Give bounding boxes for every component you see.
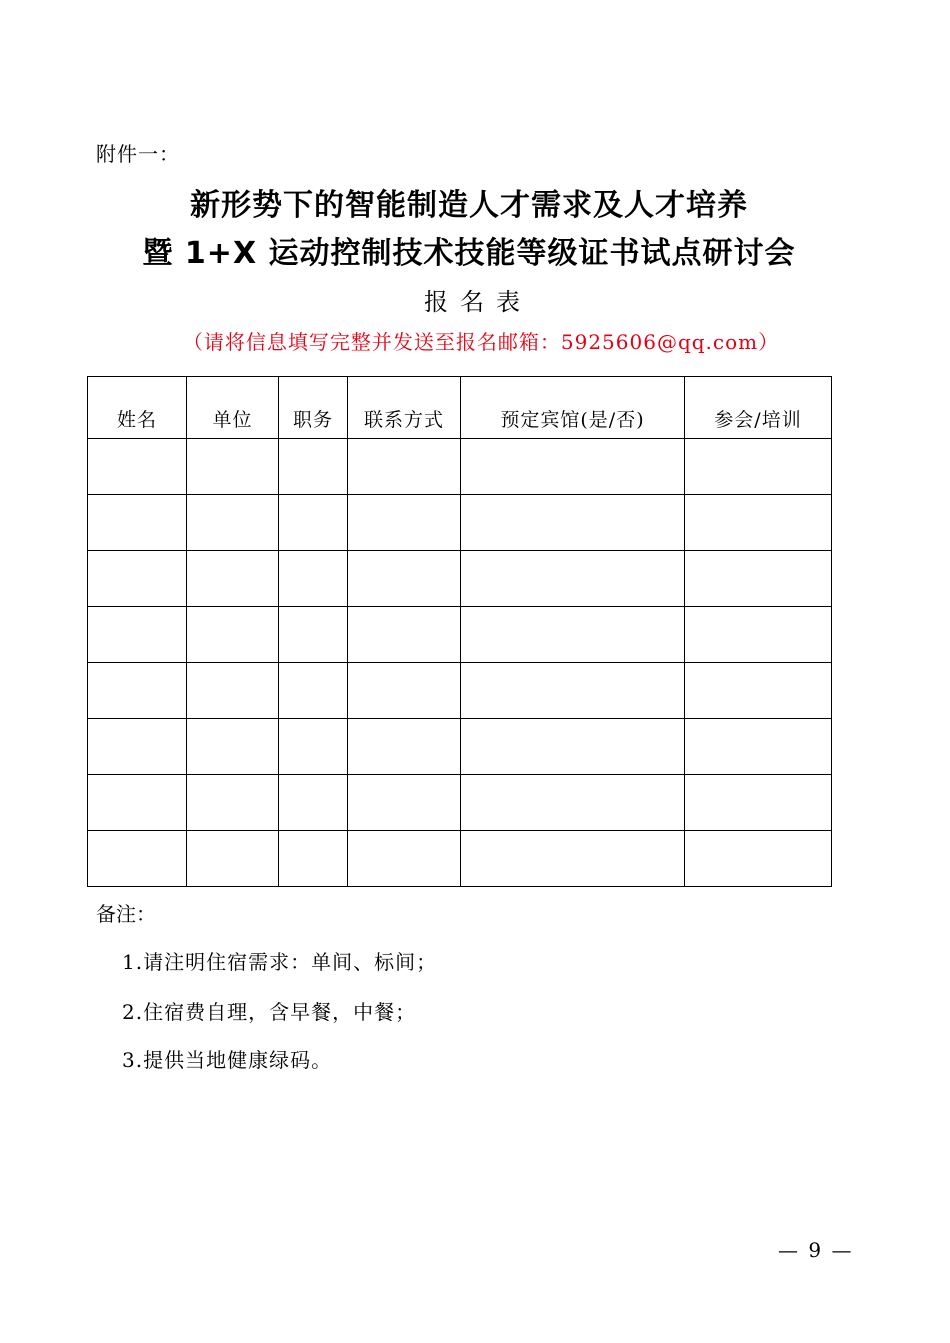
table-cell[interactable] <box>685 663 832 719</box>
table-cell[interactable] <box>279 607 348 663</box>
table-cell[interactable] <box>348 495 461 551</box>
table-cell[interactable] <box>685 775 832 831</box>
table-row <box>88 607 832 663</box>
header-attend-or-training: 参会/培训 <box>685 377 832 439</box>
table-cell[interactable] <box>348 831 461 887</box>
table-cell[interactable] <box>461 607 685 663</box>
header-hotel-booking: 预定宾馆(是/否) <box>461 377 685 439</box>
table-cell[interactable] <box>88 495 187 551</box>
table-row <box>88 663 832 719</box>
table-cell[interactable] <box>187 495 279 551</box>
form-subtitle: 报名表 <box>424 288 532 316</box>
document-title-line-1: 新形势下的智能制造人才需求及人才培养 <box>190 188 748 223</box>
table-cell[interactable] <box>88 551 187 607</box>
table-row <box>88 495 832 551</box>
table-cell[interactable] <box>187 663 279 719</box>
table-cell[interactable] <box>279 775 348 831</box>
document-title-line-2: 暨 1+X 运动控制技术技能等级证书试点研讨会 <box>142 236 796 271</box>
table-cell[interactable] <box>685 495 832 551</box>
submission-notice: （请将信息填写完整并发送至报名邮箱：5925606@qq.com） <box>182 330 780 354</box>
table-cell[interactable] <box>187 775 279 831</box>
table-cell[interactable] <box>88 775 187 831</box>
table-row <box>88 831 832 887</box>
table-row <box>88 551 832 607</box>
table-cell[interactable] <box>88 439 187 495</box>
table-cell[interactable] <box>88 663 187 719</box>
remark-item-3: 3.提供当地健康绿码。 <box>122 1048 333 1072</box>
table-cell[interactable] <box>279 831 348 887</box>
header-organization: 单位 <box>187 377 279 439</box>
table-row <box>88 775 832 831</box>
table-cell[interactable] <box>348 439 461 495</box>
table-cell[interactable] <box>279 551 348 607</box>
header-contact: 联系方式 <box>348 377 461 439</box>
table-cell[interactable] <box>461 495 685 551</box>
table-cell[interactable] <box>461 551 685 607</box>
header-name: 姓名 <box>88 377 187 439</box>
table-cell[interactable] <box>461 775 685 831</box>
header-position: 职务 <box>279 377 348 439</box>
table-cell[interactable] <box>348 551 461 607</box>
remark-item-1: 1.请注明住宿需求：单间、标间； <box>122 950 438 974</box>
table-cell[interactable] <box>348 719 461 775</box>
table-row <box>88 439 832 495</box>
page-number: — 9 — <box>778 1238 854 1262</box>
remarks-title: 备注： <box>96 902 156 926</box>
table-cell[interactable] <box>187 719 279 775</box>
table-cell[interactable] <box>685 831 832 887</box>
attachment-label: 附件一： <box>96 142 180 166</box>
table-row <box>88 719 832 775</box>
table-cell[interactable] <box>348 607 461 663</box>
table-cell[interactable] <box>348 663 461 719</box>
table-cell[interactable] <box>279 663 348 719</box>
table-cell[interactable] <box>187 551 279 607</box>
table-cell[interactable] <box>348 775 461 831</box>
table-cell[interactable] <box>88 719 187 775</box>
table-cell[interactable] <box>187 607 279 663</box>
table-cell[interactable] <box>461 663 685 719</box>
table-cell[interactable] <box>461 439 685 495</box>
table-cell[interactable] <box>279 495 348 551</box>
table-cell[interactable] <box>685 551 832 607</box>
table-cell[interactable] <box>461 831 685 887</box>
table-header-row <box>88 377 832 439</box>
table-cell[interactable] <box>279 719 348 775</box>
table-cell[interactable] <box>88 607 187 663</box>
table-cell[interactable] <box>685 607 832 663</box>
table-cell[interactable] <box>685 719 832 775</box>
table-cell[interactable] <box>88 831 187 887</box>
table-cell[interactable] <box>187 831 279 887</box>
table-cell[interactable] <box>279 439 348 495</box>
table-body <box>88 439 832 887</box>
remark-item-2: 2.住宿费自理，含早餐，中餐； <box>122 1000 417 1024</box>
table-cell[interactable] <box>187 439 279 495</box>
registration-table <box>87 376 832 887</box>
table-cell[interactable] <box>685 439 832 495</box>
table-cell[interactable] <box>461 719 685 775</box>
